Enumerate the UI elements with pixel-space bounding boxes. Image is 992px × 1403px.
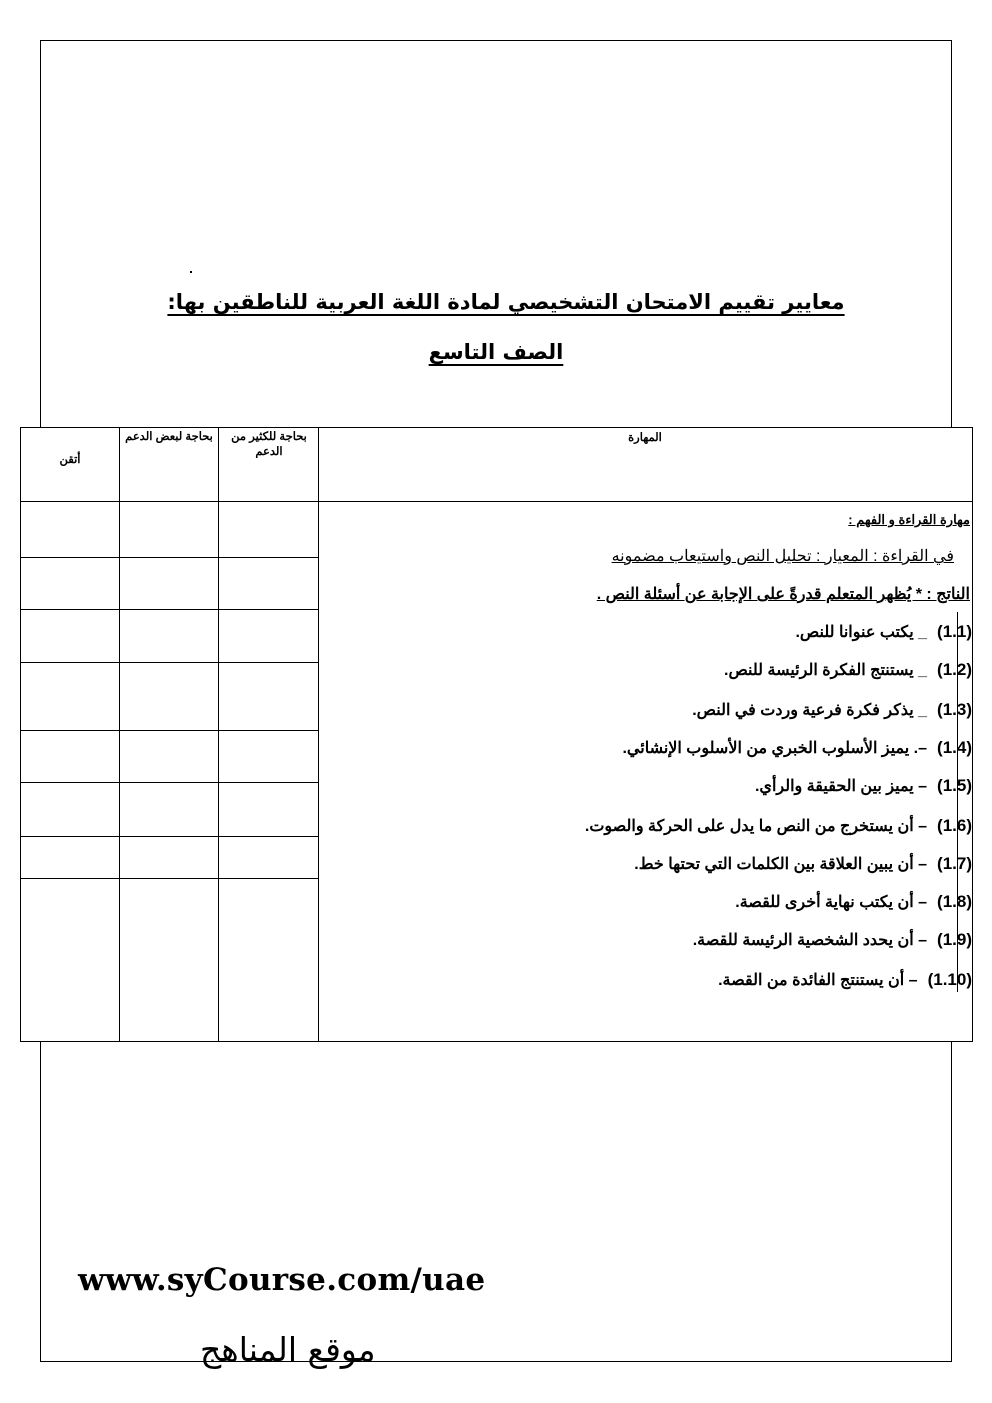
list-item: (1.10)– أن يستنتج الفائدة من القصة. bbox=[718, 970, 972, 989]
list-item: (1.6)– أن يستخرج من النص ما يدل على الحركة والصوت. bbox=[584, 816, 972, 835]
section-title: مهارة القراءة و الفهم : bbox=[848, 512, 970, 527]
page-title: معايير تقييم الامتحان التشخيصي لمادة اللغة العربية للناطقين بها: bbox=[167, 290, 845, 314]
list-item: (1.4)–. يميز الأسلوب الخبري من الأسلوب الإنشائي. bbox=[622, 738, 972, 757]
website-url: www.syCourse.com/uae bbox=[78, 1262, 486, 1298]
row-divider bbox=[21, 836, 318, 837]
list-item: (1.7)– أن يبين العلاقة بين الكلمات التي تحتها خط. bbox=[634, 854, 972, 873]
list-item: (1.9)– أن يحدد الشخصية الرئيسة للقصة. bbox=[692, 930, 972, 949]
list-item: (1.2)_ يستنتج الفكرة الرئيسة للنص. bbox=[724, 660, 972, 679]
list-item: (1.3)_ يذكر فكرة فرعية وردت في النص. bbox=[692, 700, 972, 719]
column-divider bbox=[318, 428, 319, 1041]
row-divider bbox=[21, 662, 318, 663]
margin-line bbox=[957, 612, 958, 992]
grade-title: الصف التاسع bbox=[428, 340, 564, 364]
row-divider bbox=[21, 609, 318, 610]
row-divider bbox=[21, 730, 318, 731]
site-name: موقع المناهج bbox=[200, 1330, 376, 1369]
column-header-mastered: أتقن bbox=[59, 454, 81, 466]
header-divider bbox=[21, 501, 972, 502]
column-header-much-support: بحاجة للكثير من الدعم bbox=[231, 431, 307, 458]
column-header-some-support: بحاجة لبعض الدعم bbox=[125, 431, 213, 443]
list-item: (1.1)_ يكتب عنوانا للنص. bbox=[795, 622, 972, 641]
list-item: (1.5)– يميز بين الحقيقة والرأي. bbox=[754, 776, 972, 795]
column-divider bbox=[119, 428, 120, 1041]
column-header-skill: المهارة bbox=[628, 432, 662, 444]
row-divider bbox=[21, 878, 318, 879]
criterion: في القراءة : المعيار : تحليل النص واستيعاب مضمونه bbox=[611, 548, 954, 565]
learning-outcome: الناتج : * يُظهر المتعلم قدرةً على الإجابة عن أسئلة النص . bbox=[596, 586, 970, 603]
column-divider bbox=[218, 428, 219, 1041]
row-divider bbox=[21, 557, 318, 558]
assessment-table bbox=[20, 427, 973, 1042]
row-divider bbox=[21, 782, 318, 783]
stray-mark bbox=[190, 271, 192, 273]
list-item: (1.8)– أن يكتب نهاية أخرى للقصة. bbox=[735, 892, 972, 911]
